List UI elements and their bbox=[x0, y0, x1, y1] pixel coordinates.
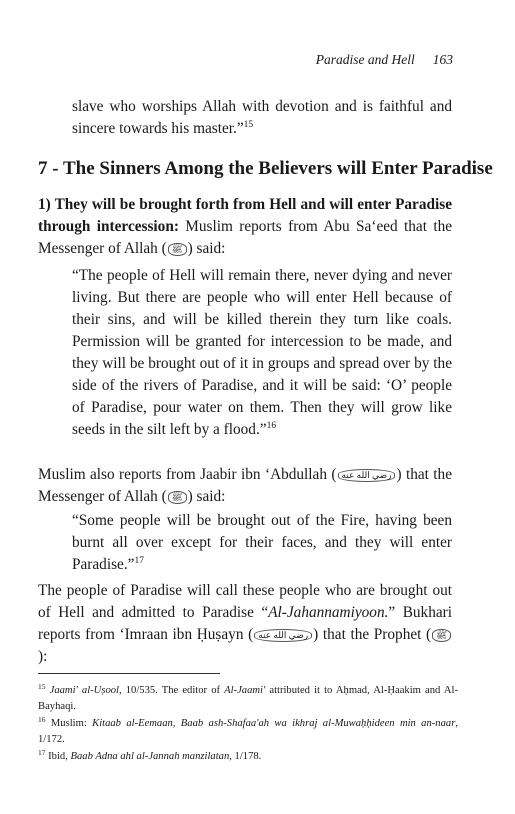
footnote-italic: Kitaab al-Eemaan, Baab ash-Shafaa'ah wa ikhraj al-Muwaḥḥideen min an-naar bbox=[92, 718, 456, 729]
footnote-16 bbox=[38, 716, 458, 748]
paragraph-mid: ) that the Prophet ( bbox=[313, 626, 432, 643]
paragraph-tail: ) said: bbox=[187, 488, 226, 505]
paragraph-text: Muslim reports from Abu Sa‘eed that the Messenger of Allah ( bbox=[38, 218, 453, 257]
quote-text: “Some people will be brought out of the Fire, having been burnt all over except for their faces, and they will enter Paradise.” bbox=[72, 512, 452, 573]
footnote-text: Muslim: bbox=[50, 718, 93, 729]
block-quote-2 bbox=[72, 510, 452, 576]
footnote-number: 17 bbox=[38, 748, 46, 757]
salutation-symbol: ﷺ bbox=[168, 243, 187, 256]
paragraph-jaabir bbox=[38, 464, 452, 508]
footnote-number: 15 bbox=[38, 682, 46, 691]
paragraph-mid: ) that the Messenger of Allah ( bbox=[38, 466, 452, 505]
footnote-italic: Jaami' al-Uṣool bbox=[49, 685, 119, 696]
paragraph-jahannamiyoon bbox=[38, 580, 452, 668]
footnote-text: Ibid, bbox=[48, 751, 71, 762]
salutation-symbol: ﷺ bbox=[168, 491, 187, 504]
running-title: Paradise and Hell bbox=[315, 52, 415, 67]
footnote-italic: Baab Adna ahl al-Jannah manzilatan bbox=[70, 751, 230, 762]
paragraph-text: Muslim also reports from Jaabir ibn ‘Abdullah ( bbox=[38, 466, 337, 483]
footnote-17 bbox=[38, 749, 458, 765]
footnote-text-2: , 1/172. bbox=[38, 718, 458, 745]
footnote-ref-15: 15 bbox=[243, 120, 254, 130]
radiallahu-symbol: رضي الله عنه bbox=[254, 629, 312, 642]
salutation-symbol: ﷺ bbox=[432, 629, 451, 642]
term-italic: Al-Jahannamiyoon. bbox=[268, 604, 389, 621]
page-number: 163 bbox=[432, 52, 453, 67]
quote-text: “The people of Hell will remain there, never dying and never living. But there are people who will enter Hell because of their sins, and will be killed therein they turn like coals. Permission will be granted for intercession to be made, and they will be brought out of it in groups and spread over by the side of the rivers of Paradise, and it will be said: ‘O’ people of Paradise, pour water on them. Then they will grow like seeds in the silt left by a flood.” bbox=[72, 267, 452, 438]
paragraph-lead: 1) They will be brought forth from Hell and will enter Paradise through intercession: bbox=[38, 196, 452, 235]
paragraph-text: The people of Paradise will call these people who are brought out of Hell and admitted to Paradise “ bbox=[38, 582, 452, 621]
footnote-divider bbox=[38, 673, 220, 674]
block-quote-1 bbox=[72, 265, 452, 441]
radiallahu-symbol: رضي الله عنه bbox=[338, 469, 396, 482]
footnote-ref-17: 17 bbox=[134, 556, 144, 566]
paragraph-tail: ): bbox=[38, 648, 48, 665]
footnote-text: , 10/535. The editor of bbox=[118, 685, 225, 696]
footnote-text-2: , 1/178. bbox=[229, 751, 262, 762]
paragraph-text-2: ” Bukhari reports from ‘Imraan ibn Ḥuṣayn ( bbox=[38, 604, 452, 643]
continued-paragraph bbox=[72, 96, 452, 140]
footnote-15 bbox=[38, 683, 458, 715]
continued-text: slave who worships Allah with devotion and is faithful and sincere towards his master.” bbox=[72, 98, 452, 137]
running-header bbox=[316, 52, 453, 68]
footnote-text-2: attributed it to Aḥmad, Al-Ḥaakim and Al-Bayhaqi. bbox=[38, 685, 458, 712]
section-heading: 7 - The Sinners Among the Believers will Enter Paradise bbox=[38, 158, 493, 179]
footnote-ref-16: 16 bbox=[266, 421, 277, 431]
footnote-number: 16 bbox=[38, 715, 46, 724]
paragraph-intercession bbox=[38, 194, 452, 260]
footnote-italic-2: Al-Jaami' bbox=[224, 685, 266, 696]
paragraph-tail: ) said: bbox=[187, 240, 226, 257]
